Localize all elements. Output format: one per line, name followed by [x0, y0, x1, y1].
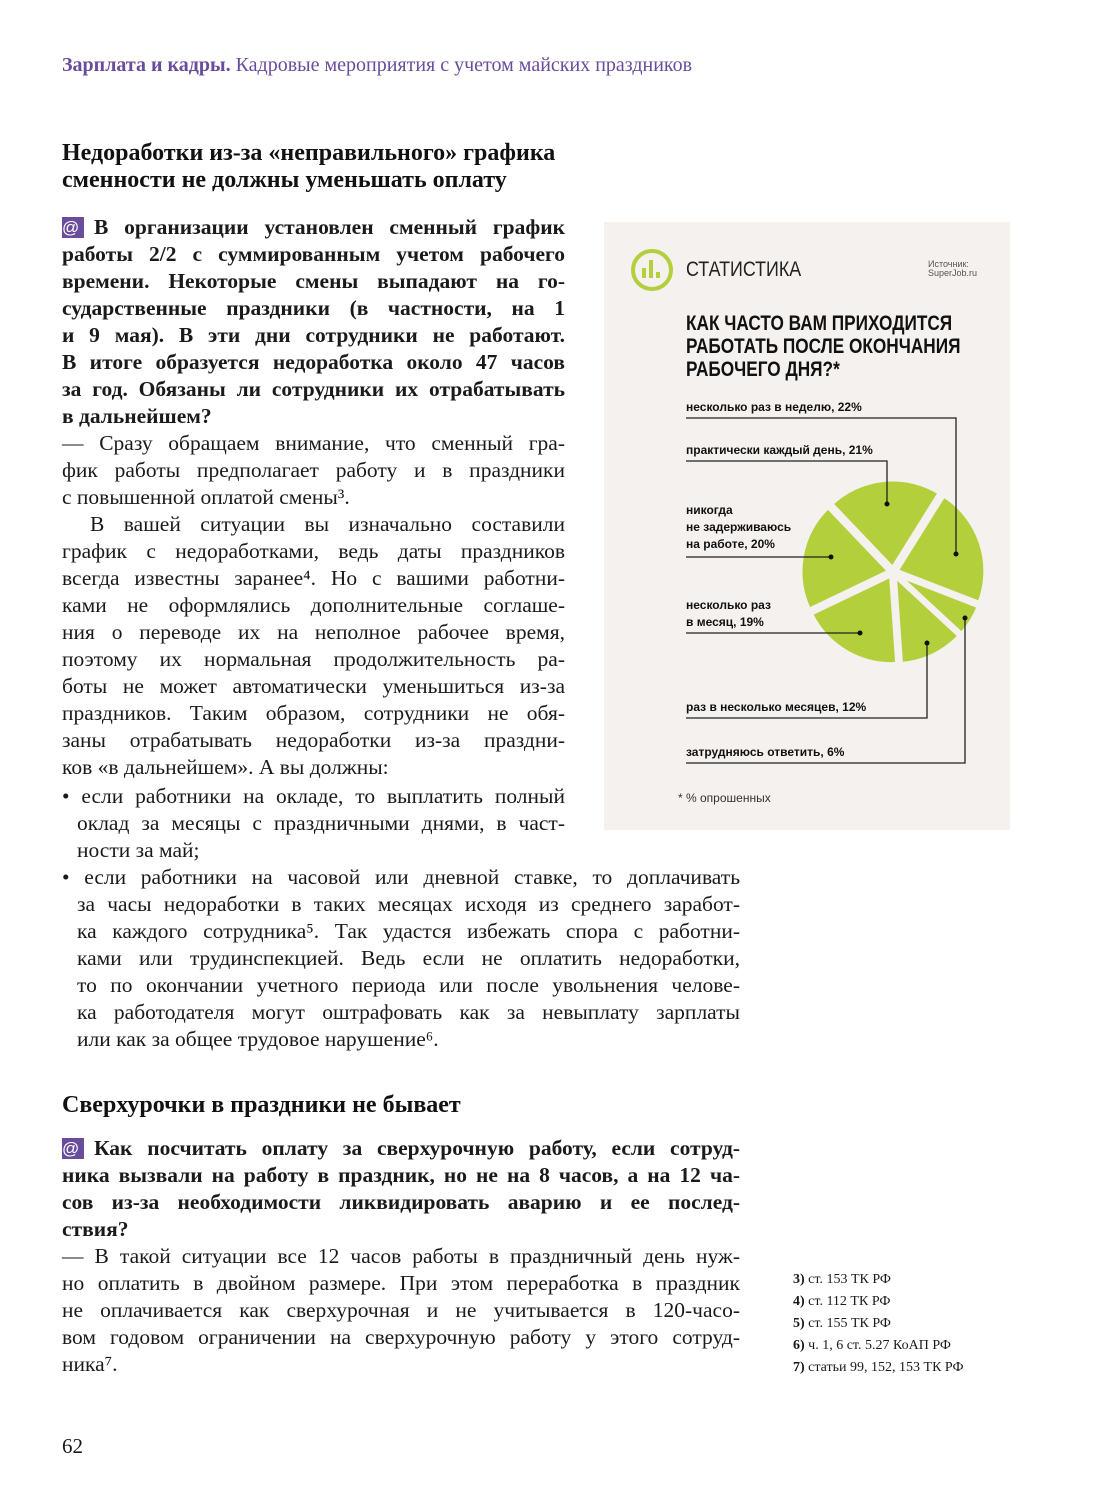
footnote-text: ч. 1, 6 ст. 5.27 КоАП РФ: [804, 1338, 951, 1353]
text-line-content: Как посчитать оплату за сверхурочную работу, если сотруд-: [94, 1136, 740, 1160]
text-line: праздников. Таким образом, сотрудники не обя-: [62, 701, 565, 725]
text-line: но оплатить в двойном размере. При этом переработка в праздник: [62, 1271, 740, 1295]
text-line: всегда известны заранее⁴. Но с вашими работни-: [62, 566, 565, 590]
at-sign-icon: @: [62, 217, 84, 238]
label-unsure: затрудняюсь ответить, 6%: [686, 745, 845, 759]
question-2: [62, 1135, 740, 1243]
text-line: — Сразу обращаем внимание, что сменный гра-: [62, 431, 565, 455]
text-line: В итоге образуется недоработка около 47 часов: [62, 350, 565, 374]
text-line: сударственные праздники (в частности, на 1: [62, 296, 565, 320]
page-number: 62: [62, 1434, 83, 1458]
footnote-text: ст. 155 ТК РФ: [804, 1316, 891, 1331]
text-line-content: В организации установлен сменный график: [94, 215, 565, 239]
stats-label: СТАТИСТИКА: [686, 258, 802, 281]
text-line: — В такой ситуации все 12 часов работы в праздничный день нуж-: [62, 1244, 740, 1268]
text-line: В вашей ситуации вы изначально составили: [90, 512, 565, 536]
text-line: вом годовом ограничении на сверхурочную работу у этого сотруд-: [62, 1325, 740, 1349]
label-weekly: несколько раз в неделю, 22%: [686, 400, 862, 414]
text-line: • если работники на окладе, то выплатить полный: [62, 784, 565, 808]
article-heading-2: Сверхурочки в праздники не бывает: [62, 1092, 461, 1118]
text-line: заны отрабатывать недоработки из-за праздни-: [62, 728, 565, 752]
label-line: не задерживаюсь: [686, 520, 792, 534]
text-line: ника вызвали на работу в праздник, но не на 8 часов, а на 12 ча-: [62, 1163, 740, 1187]
text-line: [62, 1135, 740, 1162]
text-line: ка работодателя могут оштрафовать как за невыплату зарплаты: [77, 1000, 740, 1024]
text-line: боты не может автоматически уменьшиться из-за: [62, 674, 565, 698]
label-few-months: раз в несколько месяцев, 12%: [686, 700, 867, 714]
label-never: [686, 502, 791, 553]
text-line: фик работы предполагает работу и в праздники: [62, 458, 565, 482]
text-line: за часы недоработки в таких месяцах исходя из среднего заработ-: [77, 892, 740, 916]
chart-title-line: КАК ЧАСТО ВАМ ПРИХОДИТСЯ: [686, 312, 953, 335]
text-line: и 9 мая). В эти дни сотрудники не работают.: [62, 323, 565, 347]
text-line: ками не оформлялись дополнительные соглаше-: [62, 593, 565, 617]
heading-line: сменности не должны уменьшать оплату: [62, 167, 507, 193]
footnote: [793, 1357, 964, 1379]
footnote-number: 5): [793, 1316, 805, 1331]
text-line: [62, 214, 565, 241]
source-label: Источник:: [928, 259, 969, 269]
footnote: [793, 1269, 891, 1291]
text-line: работы 2/2 с суммированным учетом рабочего: [62, 242, 565, 266]
heading-line: Недоработки из-за «неправильного» графика: [62, 140, 556, 166]
text-line: ности за май;: [77, 838, 200, 862]
label-monthly: [686, 597, 771, 631]
text-line: то по окончании учетного периода или после увольнения челове-: [77, 973, 740, 997]
footnote-number: 3): [793, 1272, 805, 1287]
question-1: [62, 214, 565, 430]
footnote-number: 7): [793, 1360, 805, 1375]
text-line: за год. Обязаны ли сотрудники их отрабатывать: [62, 377, 565, 401]
chart-title-line: РАБОТАТЬ ПОСЛЕ ОКОНЧАНИЯ: [686, 335, 961, 358]
text-line: поэтому их нормальная продолжительность ра-: [62, 647, 565, 671]
text-line: сов из-за необходимости ликвидировать аварию и ее послед-: [62, 1190, 740, 1214]
text-line: оклад за месяцы с праздничными днями, в част-: [77, 811, 565, 835]
chart-footnote: * % опрошенных: [678, 791, 771, 805]
chart-title-line: РАБОЧЕГО ДНЯ?*: [686, 358, 840, 381]
text-line: с повышенной оплатой смены³.: [62, 485, 350, 509]
text-line: в дальнейшем?: [62, 404, 212, 428]
label-line: никогда: [686, 503, 733, 517]
text-line: времени. Некоторые смены выпадают на го-: [62, 269, 565, 293]
section-name: Зарплата и кадры.: [62, 54, 231, 76]
footnote: [793, 1291, 890, 1313]
text-line: ков «в дальнейшем». А вы должны:: [62, 755, 389, 779]
bullet-2: [62, 864, 740, 1053]
text-line: ками или трудинспекцией. Ведь если не оплатить недоработки,: [77, 946, 740, 970]
label-line: на работе, 20%: [686, 537, 775, 551]
text-line: или как за общее трудовое нарушение⁶.: [77, 1027, 439, 1051]
answer-1: [62, 430, 565, 511]
text-line: ка каждого сотрудника⁵. Так удастся избежать спора с работни-: [77, 919, 740, 943]
label-line: несколько раз: [686, 598, 771, 612]
footnote-text: ст. 112 ТК РФ: [804, 1294, 891, 1309]
bullet-1: [62, 783, 565, 864]
statistics-box: [604, 222, 1010, 830]
paragraph-1: [62, 511, 565, 781]
source: [928, 260, 977, 278]
source-value: SuperJob.ru: [928, 268, 978, 278]
footnote-text: статьи 99, 152, 153 ТК РФ: [804, 1360, 964, 1375]
label-line: в месяц, 19%: [686, 615, 764, 629]
footnote-text: ст. 153 ТК РФ: [804, 1272, 891, 1287]
footnote: [793, 1313, 891, 1335]
text-line: ника⁷.: [62, 1352, 118, 1376]
chart-title: [686, 312, 960, 381]
section-title: Кадровые мероприятия с учетом майских праздников: [235, 54, 693, 76]
footnote-number: 4): [793, 1294, 805, 1309]
answer-2: [62, 1243, 740, 1378]
footnote: [793, 1335, 951, 1357]
text-line: график с недоработками, ведь даты праздников: [62, 539, 565, 563]
label-daily: практически каждый день, 21%: [686, 443, 873, 457]
text-line: • если работники на часовой или дневной ставке, то доплачивать: [62, 865, 740, 889]
text-line: ствия?: [62, 1217, 129, 1241]
footnote-number: 6): [793, 1338, 805, 1353]
text-line: ния о переводе их на неполное рабочее время,: [62, 620, 565, 644]
bar-chart-circle-icon: [633, 251, 671, 289]
at-sign-icon: @: [62, 1138, 84, 1159]
article-heading: [62, 140, 555, 194]
running-header: [62, 54, 692, 77]
text-line: не оплачивается как сверхурочная и не учитывается в 120-часо-: [62, 1298, 740, 1322]
